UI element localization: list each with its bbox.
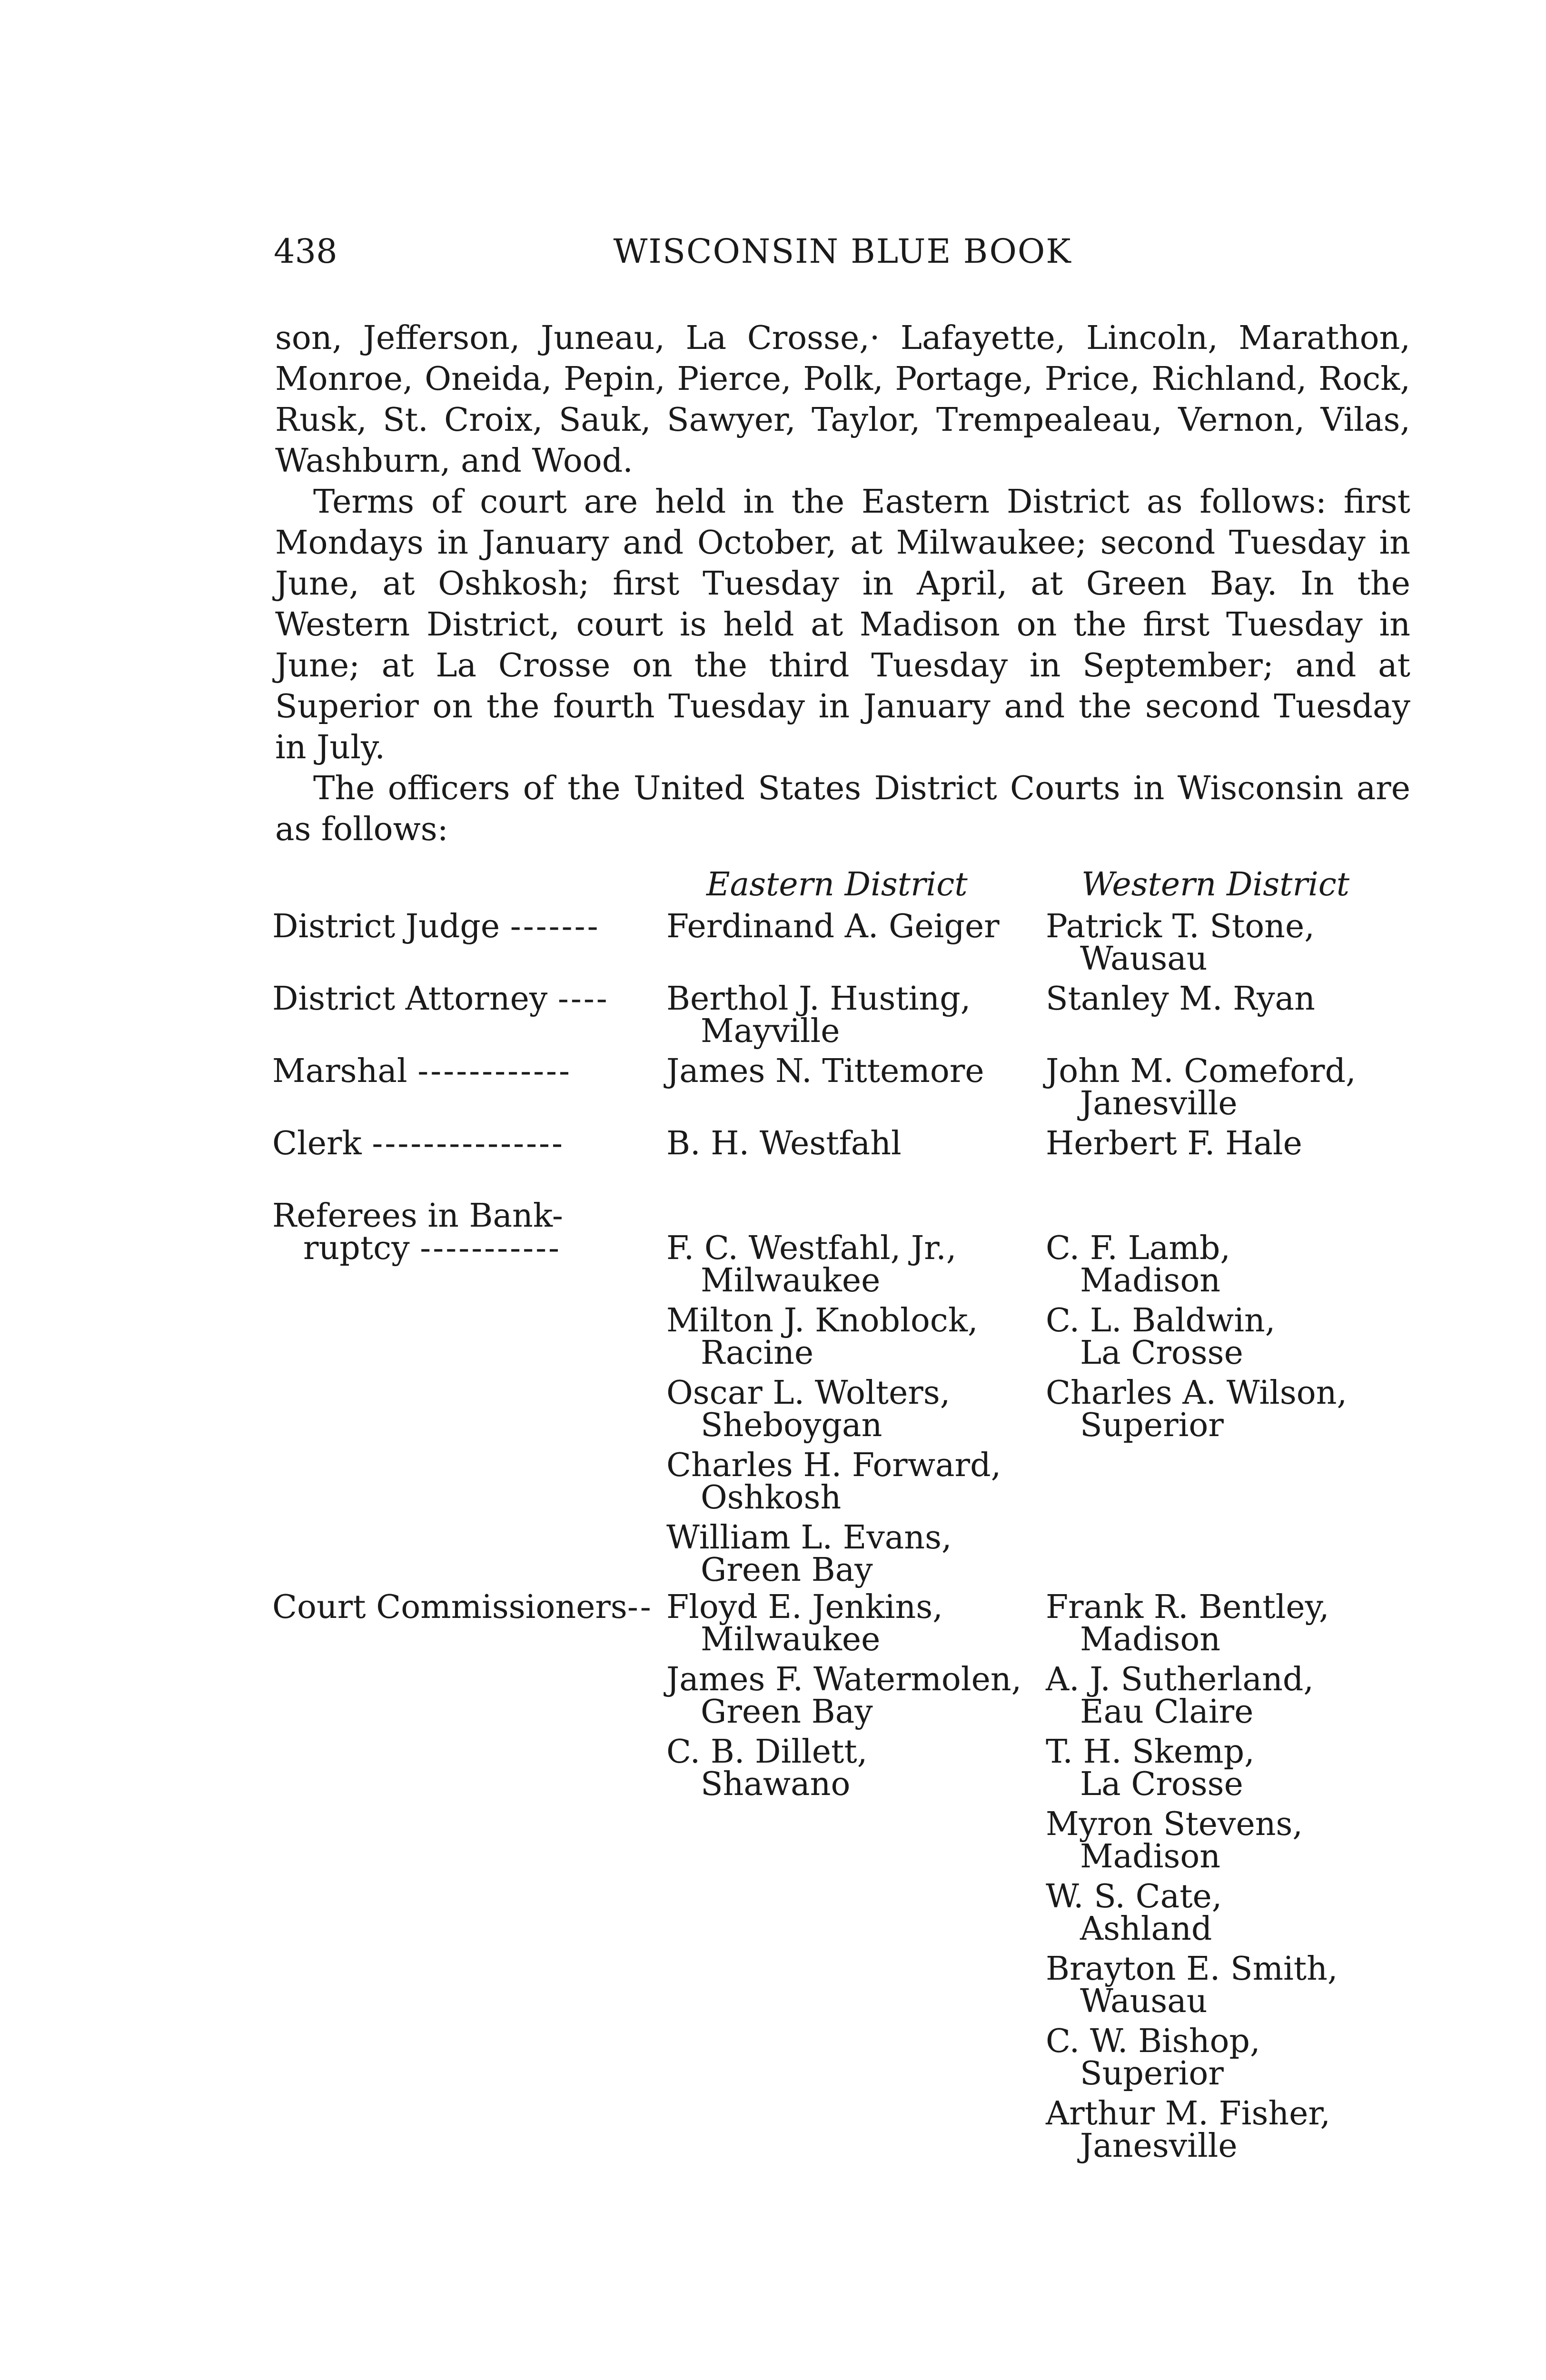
label-text: Marshal xyxy=(272,1052,407,1090)
officer-name: Herbert F. Hale xyxy=(1046,1125,1302,1162)
officer-place: Green Bay xyxy=(701,1693,873,1731)
list-item xyxy=(666,1588,1057,1658)
officer-name: C. L. Baldwin, xyxy=(1046,1302,1276,1339)
officer-name: James N. Tittemore xyxy=(666,1052,984,1090)
eastern-district-heading: Eastern District xyxy=(706,866,968,903)
officer-place: Janesville xyxy=(1080,1085,1238,1122)
list-item xyxy=(1046,1052,1407,1122)
officer-name: Arthur M. Fisher, xyxy=(1046,2095,1331,2132)
officers-table-header xyxy=(272,866,1415,911)
officer-name: Charles H. Forward, xyxy=(666,1447,1001,1484)
row-label xyxy=(272,1052,644,1090)
western-entries xyxy=(1046,908,1407,983)
list-item xyxy=(666,1302,1057,1372)
officer-name: C. B. Dillett, xyxy=(666,1733,868,1771)
dot-leader: ----------- xyxy=(420,1230,562,1267)
officer-place: Madison xyxy=(1080,1621,1221,1658)
list-item xyxy=(1046,1374,1407,1444)
list-item xyxy=(1046,1733,1407,1803)
eastern-entries xyxy=(666,1052,1057,1095)
officer-name: Stanley M. Ryan xyxy=(1046,980,1315,1018)
officer-place: Sheboygan xyxy=(701,1407,882,1444)
book-title: WISCONSIN BLUE BOOK xyxy=(613,232,1072,271)
officer-name: Frank R. Bentley, xyxy=(1046,1588,1329,1626)
officer-place: Green Bay xyxy=(701,1551,873,1589)
officer-place: Janesville xyxy=(1080,2127,1238,2165)
officer-place: Superior xyxy=(1080,1407,1224,1444)
dot-leader: ---- xyxy=(557,980,609,1018)
dot-leader: -- xyxy=(627,1588,653,1626)
list-item xyxy=(1046,1878,1407,1948)
list-item xyxy=(1046,2025,1407,2090)
officer-name: Ferdinand A. Geiger xyxy=(666,908,1000,945)
eastern-entries xyxy=(666,1232,1057,1594)
officer-name: C. F. Lamb, xyxy=(1046,1230,1230,1267)
row-district-judge xyxy=(272,908,1415,983)
officer-name: Myron Stevens, xyxy=(1046,1805,1303,1843)
western-entries xyxy=(1046,1232,1407,1449)
list-item xyxy=(666,1232,1057,1297)
list-item xyxy=(1046,2095,1407,2165)
list-item xyxy=(666,1661,1057,1731)
officer-name: William L. Evans, xyxy=(666,1519,952,1557)
officer-place: Milwaukee xyxy=(701,1262,881,1299)
list-item xyxy=(1046,1950,1407,2020)
list-item xyxy=(666,1125,1057,1162)
label-text: Court Commissioners xyxy=(272,1588,627,1626)
paragraph-terms-of-court: Terms of court are held in the Eastern District as follows: first Mondays in January and October, at Milwaukee; second Tuesday in June, at Oshkosh; first Tuesday in April, at Green Bay. In the Western District, court is held at Madison on the first Tuesday in June; at La Crosse on the third Tuesday in September; and at Superior on the fourth Tuesday in January and the second Tuesday in July. xyxy=(275,483,1410,766)
officer-name: F. C. Westfahl, Jr., xyxy=(666,1230,957,1267)
dot-leader: --------------- xyxy=(372,1125,565,1162)
list-item xyxy=(666,1733,1057,1803)
officer-place: La Crosse xyxy=(1080,1765,1243,1803)
officer-name: Berthol J. Husting, xyxy=(666,980,971,1018)
label-text: ruptcy xyxy=(303,1230,410,1267)
officer-name: James F. Watermolen, xyxy=(666,1661,1022,1698)
list-item xyxy=(1046,1805,1407,1875)
row-label xyxy=(272,908,644,945)
officer-name: W. S. Cate, xyxy=(1046,1878,1222,1915)
list-item xyxy=(666,1447,1057,1517)
western-entries xyxy=(1046,1588,1407,2170)
officer-place: Shawano xyxy=(701,1765,851,1803)
officer-name: Charles A. Wilson, xyxy=(1046,1374,1348,1412)
officer-place: Madison xyxy=(1080,1262,1221,1299)
officer-place: Milwaukee xyxy=(701,1621,881,1658)
officer-place: Mayville xyxy=(701,1012,840,1050)
label-text-continued xyxy=(272,1232,644,1265)
label-text: District Attorney xyxy=(272,980,548,1018)
list-item xyxy=(666,908,1057,945)
row-label xyxy=(272,980,644,1018)
eastern-entries xyxy=(666,980,1057,1055)
officer-place: Madison xyxy=(1080,1838,1221,1875)
officer-place: Racine xyxy=(701,1334,814,1372)
paragraph-officers-intro: The officers of the United States District Courts in Wisconsin are as follows: xyxy=(275,770,1410,848)
list-item xyxy=(1046,1232,1407,1297)
officer-name: Brayton E. Smith, xyxy=(1046,1950,1338,1988)
row-label xyxy=(272,1125,644,1162)
label-text: Clerk xyxy=(272,1125,362,1162)
list-item xyxy=(666,980,1057,1050)
list-item xyxy=(1046,1588,1407,1658)
list-item xyxy=(666,1052,1057,1090)
officer-name: B. H. Westfahl xyxy=(666,1125,902,1162)
western-district-heading: Western District xyxy=(1081,866,1350,903)
list-item xyxy=(1046,1125,1407,1162)
list-item xyxy=(1046,908,1407,978)
list-item xyxy=(666,1519,1057,1589)
list-item xyxy=(666,1374,1057,1444)
row-label xyxy=(272,1197,644,1267)
paragraph-counties: son, Jefferson, Juneau, La Crosse,· Lafayette, Lincoln, Marathon, Monroe, Oneida, Pepin, Pierce, Polk, Portage, Price, Richland, Rock, Rusk, St. Croix, Sauk, Sawyer, Taylor, Trempealeau, Vernon, Vilas, Washburn, and Wood. xyxy=(275,319,1410,480)
officer-name: Floyd E. Jenkins, xyxy=(666,1588,943,1626)
row-label xyxy=(272,1588,653,1626)
officer-name: Patrick T. Stone, xyxy=(1046,908,1315,945)
officer-place: Eau Claire xyxy=(1080,1693,1254,1731)
western-entries xyxy=(1046,980,1407,1023)
officer-place: Ashland xyxy=(1080,1910,1212,1948)
officer-place: Wausau xyxy=(1080,1983,1208,2020)
officer-name: John M. Comeford, xyxy=(1046,1052,1356,1090)
officer-place: Wausau xyxy=(1080,940,1208,978)
eastern-entries xyxy=(666,908,1057,951)
list-item xyxy=(1046,980,1407,1018)
officer-name: T. H. Skemp, xyxy=(1046,1733,1255,1771)
officer-name: Milton J. Knoblock, xyxy=(666,1302,978,1339)
officer-name: C. W. Bishop, xyxy=(1046,2023,1260,2060)
row-clerk xyxy=(272,1125,1415,1200)
list-item xyxy=(1046,1302,1407,1372)
officer-place: Oshkosh xyxy=(701,1479,842,1517)
dot-leader: ------------ xyxy=(417,1052,572,1090)
officers-table xyxy=(272,866,1415,2165)
officer-name: A. J. Sutherland, xyxy=(1046,1661,1314,1698)
officer-place: La Crosse xyxy=(1080,1334,1243,1372)
page-number: 438 xyxy=(274,232,337,271)
western-entries xyxy=(1046,1052,1407,1128)
row-marshal xyxy=(272,1052,1415,1128)
row-referees-in-bankruptcy xyxy=(272,1197,1415,1591)
label-text: Referees in Bank- xyxy=(272,1197,563,1235)
row-court-commissioners xyxy=(272,1588,1415,2165)
eastern-entries xyxy=(666,1588,1057,1808)
row-district-attorney xyxy=(272,980,1415,1055)
eastern-entries xyxy=(666,1125,1057,1168)
western-entries xyxy=(1046,1125,1407,1168)
dot-leader: ------- xyxy=(510,908,600,945)
officer-place: Superior xyxy=(1080,2055,1224,2092)
label-text: District Judge xyxy=(272,908,500,945)
list-item xyxy=(1046,1661,1407,1731)
officer-name: Oscar L. Wolters, xyxy=(666,1374,951,1412)
body-text xyxy=(275,318,1410,850)
running-head xyxy=(274,228,1411,275)
